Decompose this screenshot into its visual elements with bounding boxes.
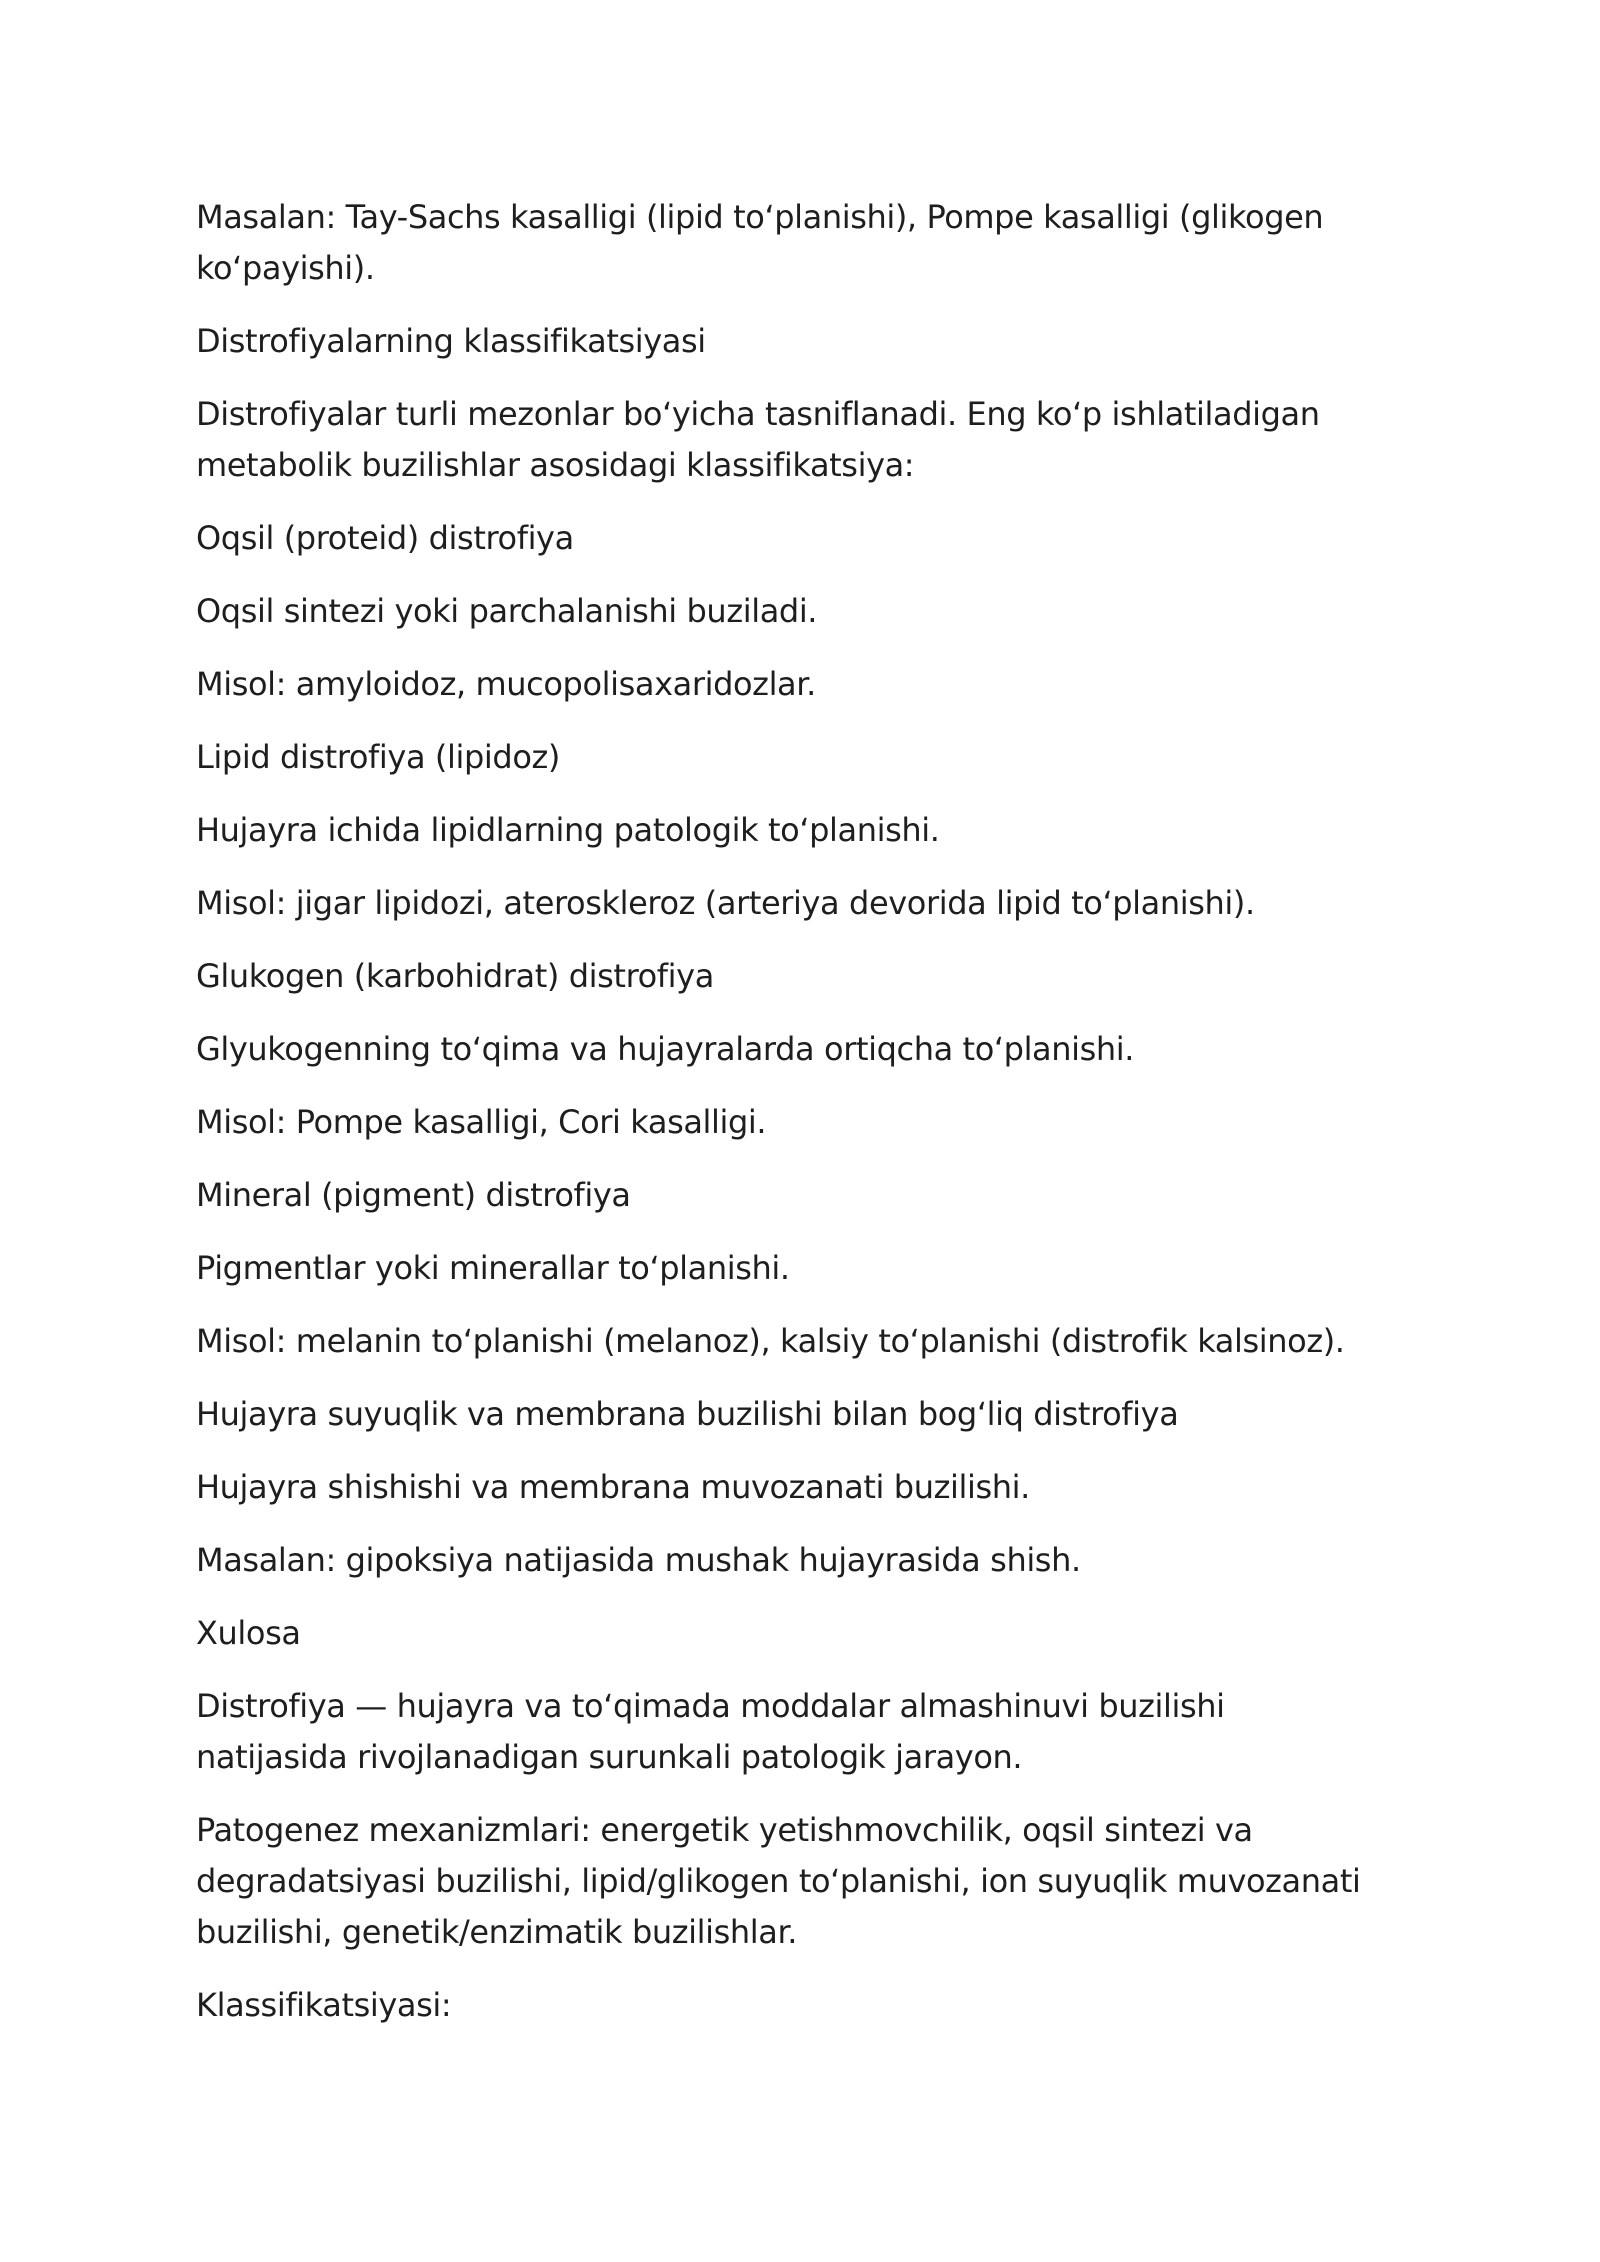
type-protein-dystrophy: Oqsil (proteid) distrofiya [196, 519, 574, 557]
type-glycogen-dystrophy: Glukogen (karbohidrat) distrofiya [196, 957, 714, 995]
lipid-dystrophy-description: Hujayra ichida lipidlarning patologik to‘planishi. [196, 811, 940, 849]
type-lipid-dystrophy: Lipid distrofiya (lipidoz) [196, 738, 560, 776]
protein-dystrophy-description: Oqsil sintezi yoki parchalanishi buziladi. [196, 592, 818, 630]
conclusion-definition: Distrofiya — hujayra va to‘qimada moddalar almashinuvi buzilishi natijasida rivojlanadigan surunkali patologik jarayon. [196, 1687, 1225, 1776]
protein-dystrophy-example: Misol: amyloidoz, mucopolisaxaridozlar. [196, 665, 816, 703]
example-tay-sachs-pompe: Masalan: Tay-Sachs kasalligi (lipid to‘planishi), Pompe kasalligi (glikogen ko‘payishi). [196, 198, 1324, 287]
mineral-dystrophy-example: Misol: melanin to‘planishi (melanoz), kalsiy to‘planishi (distrofik kalsinoz). [196, 1322, 1345, 1360]
document-body [196, 192, 1376, 2053]
conclusion-pathogenesis: Patogenez mexanizmlari: energetik yetishmovchilik, oqsil sintezi va degradatsiyasi buzilishi, lipid/glikogen to‘planishi, ion suyuqlik muvozanati buzilishi, genetik/enzimatik buzilishlar. [196, 1811, 1361, 1951]
fluid-membrane-dystrophy-description: Hujayra shishishi va membrana muvozanati buzilishi. [196, 1468, 1030, 1506]
type-mineral-dystrophy: Mineral (pigment) distrofiya [196, 1176, 631, 1214]
lipid-dystrophy-example: Misol: jigar lipidozi, ateroskleroz (arteriya devorida lipid to‘planishi). [196, 884, 1255, 922]
glycogen-dystrophy-example: Misol: Pompe kasalligi, Cori kasalligi. [196, 1103, 767, 1141]
conclusion-classification-label: Klassifikatsiyasi: [196, 1986, 452, 2024]
fluid-membrane-dystrophy-example: Masalan: gipoksiya natijasida mushak hujayrasida shish. [196, 1541, 1081, 1579]
glycogen-dystrophy-description: Glyukogenning to‘qima va hujayralarda ortiqcha to‘planishi. [196, 1030, 1135, 1068]
section-heading-classification: Distrofiyalarning klassifikatsiyasi [196, 322, 706, 360]
classification-intro: Distrofiyalar turli mezonlar bo‘yicha tasniflanadi. Eng ko‘p ishlatiladigan metabolik buzilishlar asosidagi klassifikatsiya: [196, 395, 1320, 484]
mineral-dystrophy-description: Pigmentlar yoki minerallar to‘planishi. [196, 1249, 790, 1287]
section-heading-conclusion: Xulosa [196, 1614, 301, 1652]
type-fluid-membrane-dystrophy: Hujayra suyuqlik va membrana buzilishi bilan bog‘liq distrofiya [196, 1395, 1179, 1433]
